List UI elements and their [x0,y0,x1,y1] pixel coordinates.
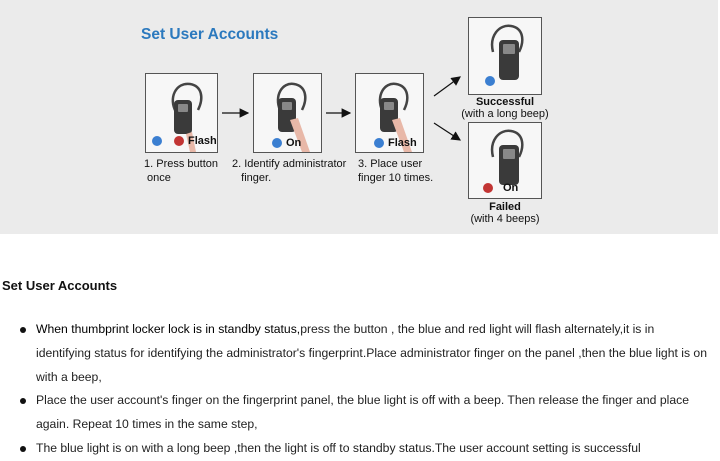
outcome-success-title: Successful [475,96,535,108]
list-item [36,437,712,461]
step-2-led-label: On [286,137,302,149]
outcome-failed-title: Failed [489,201,521,213]
outcome-failed-led-label: On [503,182,519,194]
bullet-icon [20,446,26,452]
diagram-title: Set User Accounts [141,26,279,43]
outcome-success-subtitle: (with a long beep) [461,108,549,120]
step-2-caption-line-1: 2. Identify administrator [232,158,347,170]
bullet-icon [20,327,26,333]
list-item-text: The blue light is on with a long beep ,then the light is off to standby status.The user account setting is successful [36,440,641,455]
list-item-text: Place the user account's finger on the fingerprint panel, the blue light is off with a beep. Then release the finger and place again. Repeat 10 times in the same step, [36,393,689,432]
step-3-caption-line-1: 3. Place user [358,158,423,170]
instruction-list [36,318,712,461]
step-2-caption-line-2: finger. [232,172,272,184]
arrow-to-failed [434,123,460,140]
step-1-caption-line-2: once [144,172,171,184]
list-item-lead: When thumbprint locker lock is in standby status, [36,322,301,336]
step-1-led-label: Flash [188,135,217,147]
step-1-caption-line-1: 1. Press button [144,158,218,170]
arrow-to-success [434,77,460,96]
bullet-icon [20,398,26,404]
list-item [36,318,712,389]
step-3-caption-line-2: finger 10 times. [358,172,434,184]
list-item-text: press the button , the blue and red light will flash alternately,it is in identifying status for identifying the administrator's fingerprint.Place administrator finger on the panel ,then the blue light is on with a beep, [36,322,707,384]
outcome-failed-subtitle: (with 4 beeps) [470,213,540,225]
step-3-led-label: Flash [388,137,417,149]
list-item [36,389,712,437]
section-heading: Set User Accounts [2,278,118,293]
